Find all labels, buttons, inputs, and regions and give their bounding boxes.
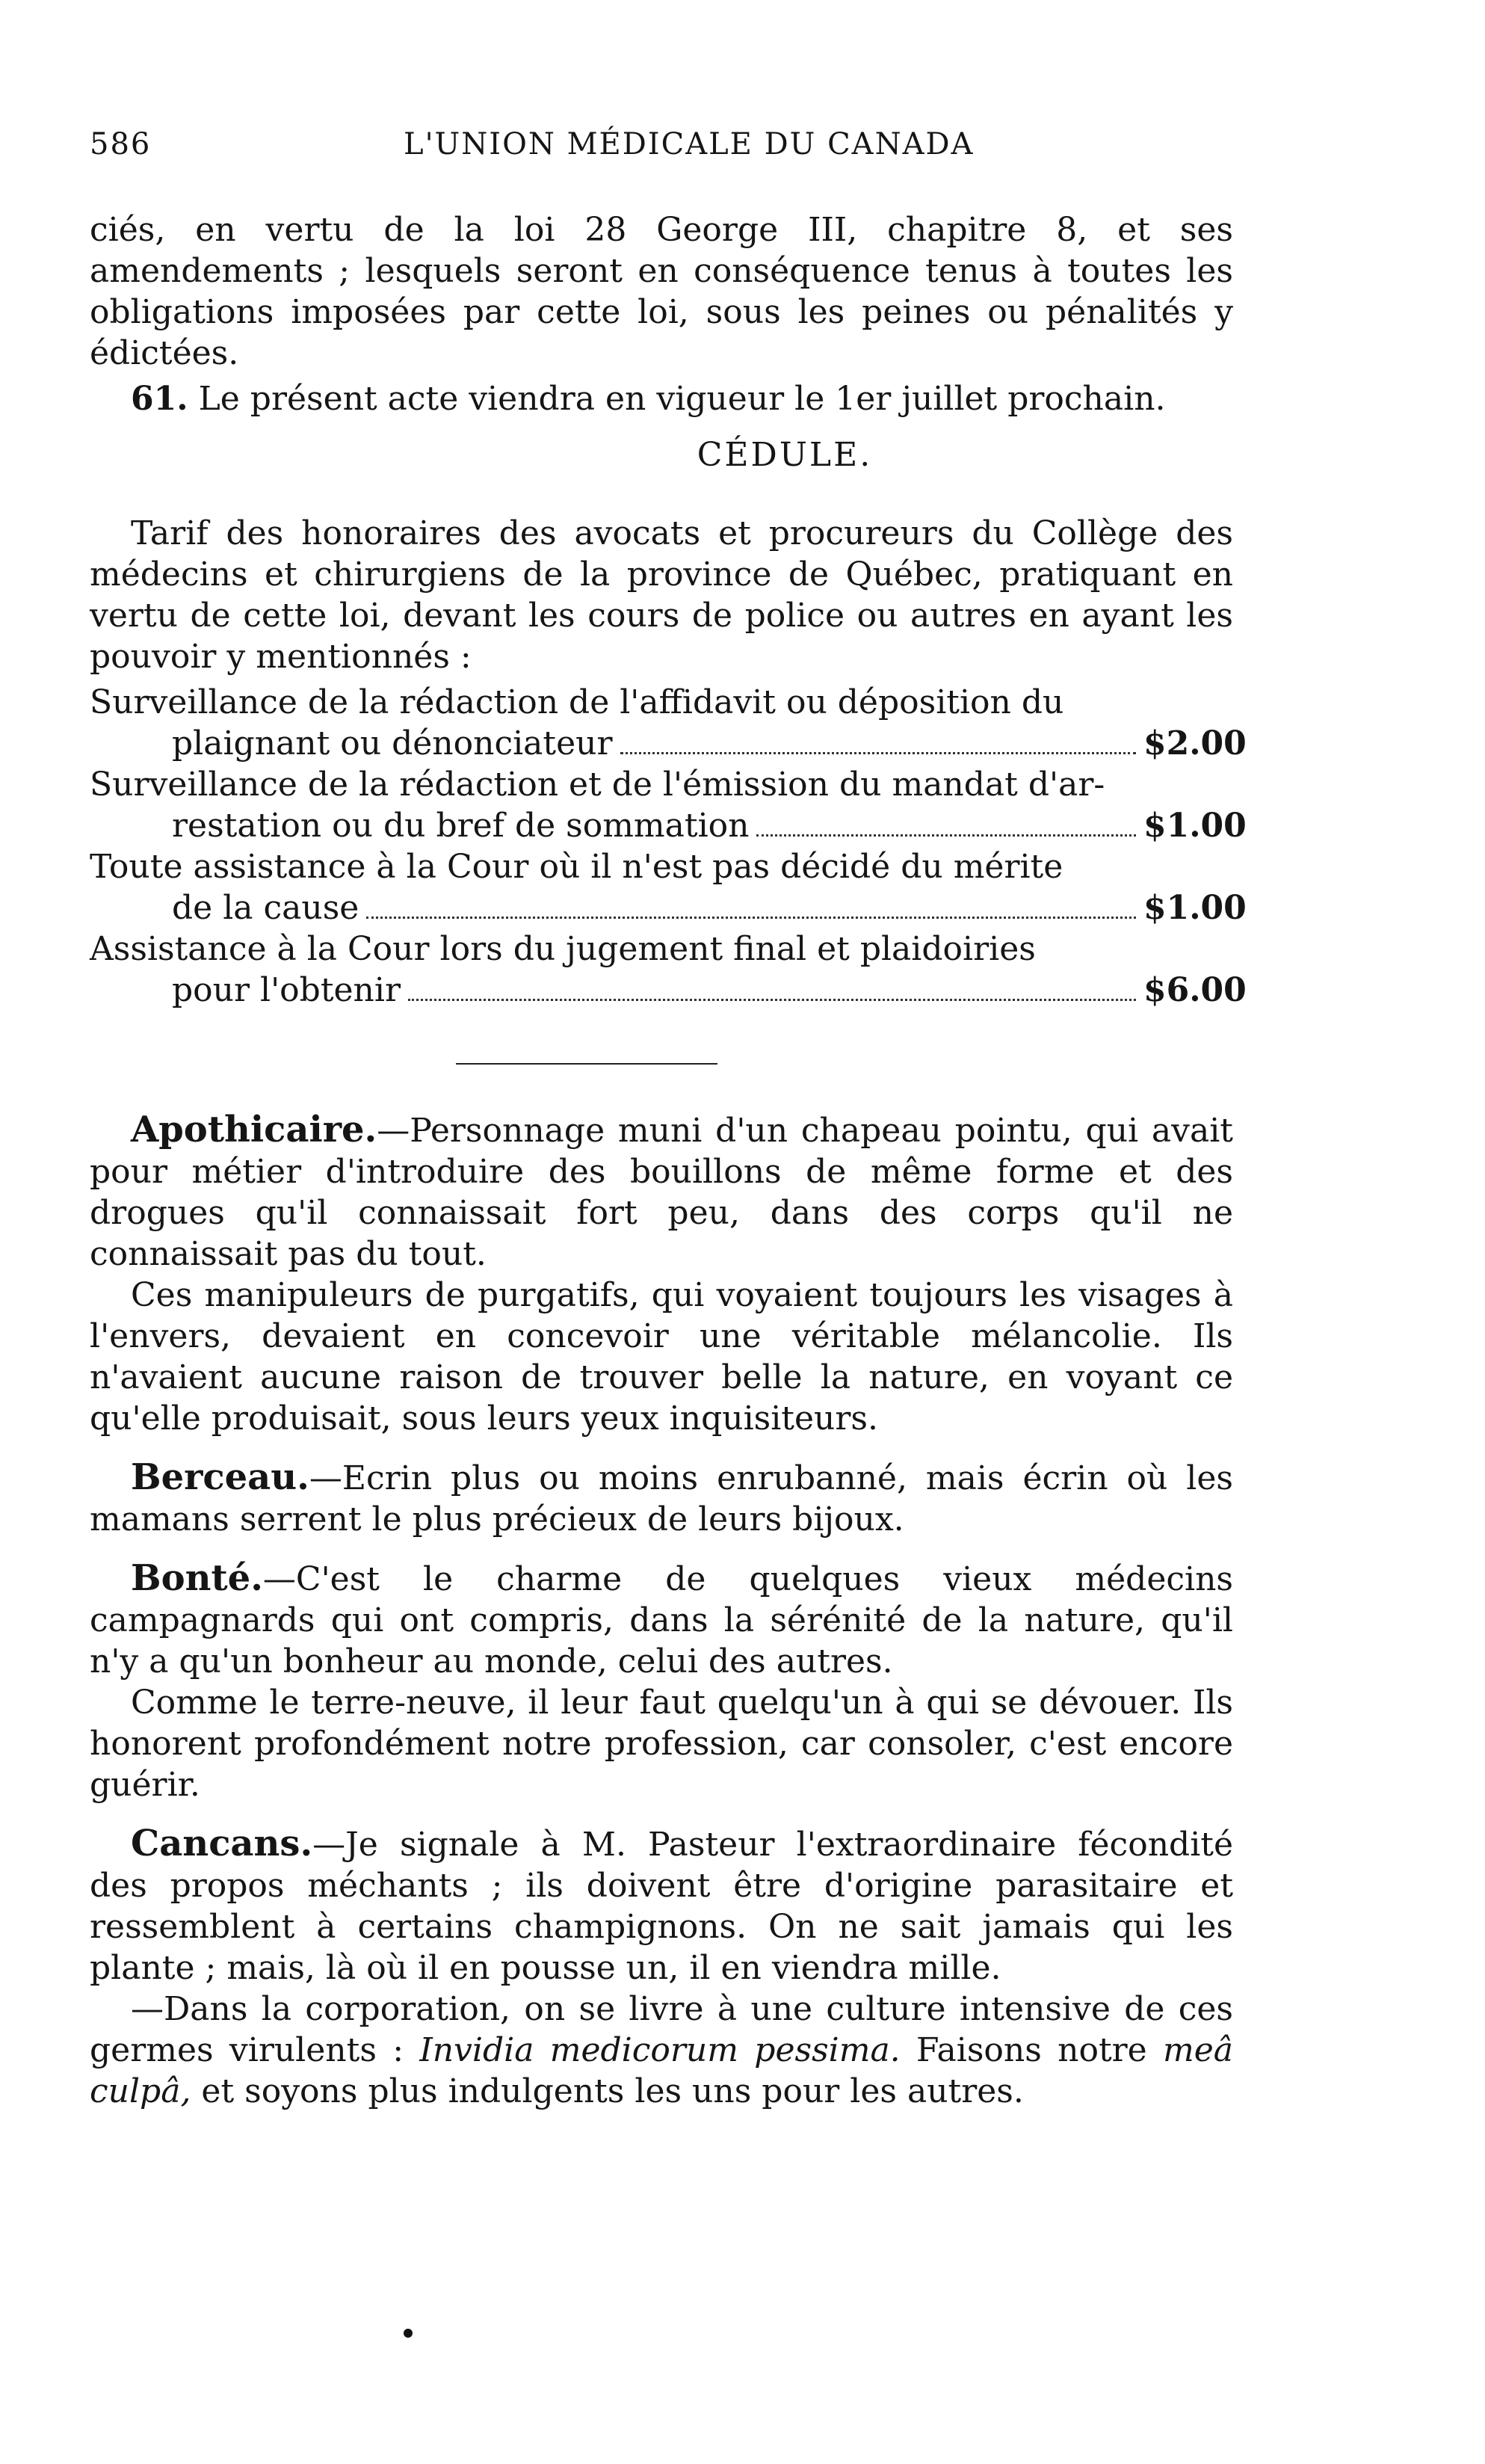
- entry-cancans: [90, 1823, 1233, 2112]
- fee-item: [90, 764, 1247, 846]
- entry-bonte: [90, 1558, 1233, 1805]
- latin-phrase: meâ culpâ,: [90, 2031, 1233, 2110]
- fee-line2: restation ou du bref de sommation: [172, 807, 750, 845]
- fee-line2: plaignant ou dénonciateur: [172, 724, 613, 763]
- entry-paragraph: [90, 1823, 1233, 1989]
- entry-term: Cancans.: [131, 1823, 313, 1864]
- continuation-paragraph: ciés, en vertu de la loi 28 George III, chapitre 8, et ses amendements ; lesquels seront en conséquence tenus à toutes les obligations imposées par cette loi, sous les peines ou pénalités y édictées.: [90, 211, 1233, 372]
- dot-leader: [408, 999, 1136, 1001]
- fee-amount: $2.00: [1143, 724, 1247, 763]
- fee-item: [90, 846, 1247, 928]
- tarif-intro: Tarif des honoraires des avocats et procureurs du Collège des médecins et chirurgiens de la province de Québec, pratiquant en vertu de cette loi, devant les cours de police ou autres en ayant les pouvoir y mentionnés :: [90, 514, 1233, 676]
- entry-text: et soyons plus indulgents les uns pour les autres.: [191, 2072, 1024, 2110]
- fee-line2-row: [90, 723, 1247, 764]
- entry-apothicaire: [90, 1109, 1233, 1439]
- fee-line1: Surveillance de la rédaction et de l'émission du mandat d'ar-: [90, 766, 1105, 804]
- fee-line2: pour l'obtenir: [172, 971, 401, 1009]
- fee-line1: Surveillance de la rédaction de l'affidavit ou déposition du: [90, 683, 1064, 721]
- entry-term: Berceau.: [131, 1456, 309, 1498]
- entry-paragraph: [90, 1109, 1233, 1275]
- cedule-title: CÉDULE.: [697, 436, 873, 474]
- fee-line1: Toute assistance à la Cour où il n'est pas décidé du mérite: [90, 848, 1063, 886]
- page-body: [90, 209, 1247, 2112]
- fee-line1: Assistance à la Cour lors du jugement final et plaidoiries: [90, 930, 1036, 968]
- fee-item: [90, 928, 1247, 1011]
- latin-phrase: Invidia medicorum pessima.: [419, 2031, 901, 2069]
- entry-text: —Je signale à M. Pasteur l'extraordinaire fécondité des propos méchants ; ils doivent être d'origine parasitaire et ressemblent à certains champignons. On ne sait jamais qui les plante ; mais, là où il en pousse un, il en viendra mille.: [90, 1826, 1233, 1987]
- entry-term: Bonté.: [131, 1557, 263, 1599]
- entry-paragraph: [90, 1558, 1233, 1682]
- entry-text: —Dans la corporation, on se livre à une culture intensive de ces germes virulents :: [90, 1990, 1233, 2069]
- entry-berceau: [90, 1457, 1233, 1540]
- fee-amount: $6.00: [1143, 971, 1247, 1009]
- fee-line2-row: [90, 805, 1247, 846]
- dot-leader: [366, 917, 1136, 919]
- fee-amount: $1.00: [1143, 807, 1247, 845]
- running-title: L'UNION MÉDICALE DU CANADA: [404, 127, 975, 161]
- page-number: 586: [90, 127, 152, 161]
- fee-amount: $1.00: [1143, 889, 1247, 927]
- entry-paragraph: [90, 1989, 1233, 2112]
- fee-item: [90, 682, 1247, 764]
- entry-paragraph: Ces manipuleurs de purgatifs, qui voyaient toujours les visages à l'envers, devaient en concevoir une véritable mélancolie. Ils n'avaient aucune raison de trouver belle la nature, en voyant ce qu'elle produisait, sous leurs yeux inquisiteurs.: [90, 1276, 1233, 1438]
- entry-text: —Ecrin plus ou moins enrubanné, mais écrin où les mamans serrent le plus précieux de leurs bijoux.: [90, 1459, 1233, 1539]
- section-61: [90, 378, 1233, 419]
- entry-text: Faisons notre: [900, 2031, 1163, 2069]
- dot-leader: [620, 752, 1136, 754]
- entry-paragraph: [90, 1457, 1233, 1540]
- section-text: Le présent acte viendra en vigueur le 1er juillet prochain.: [198, 380, 1166, 418]
- stray-mark: [404, 2329, 413, 2338]
- entry-paragraph: Comme le terre-neuve, il leur faut quelqu'un à qui se dévouer. Ils honorent profondément notre profession, car consoler, c'est encore guérir.: [90, 1684, 1233, 1804]
- entry-term: Apothicaire.: [131, 1109, 377, 1151]
- page-header: [90, 127, 1233, 172]
- fee-line2-row: [90, 970, 1247, 1011]
- entry-text: —Personnage muni d'un chapeau pointu, qui avait pour métier d'introduire des bouillons de même forme et des drogues qu'il connaissait fort peu, dans des corps qu'il ne connaissait pas du tout.: [90, 1112, 1233, 1273]
- dot-leader: [756, 834, 1136, 837]
- fee-list: [90, 682, 1247, 1011]
- section-number: 61.: [131, 380, 188, 418]
- fee-line2-row: [90, 887, 1247, 928]
- entry-text: —C'est le charme de quelques vieux médecins campagnards qui ont compris, dans la sérénité de la nature, qu'il n'y a qu'un bonheur au monde, celui des autres.: [90, 1560, 1233, 1681]
- section-divider: [456, 1063, 717, 1065]
- fee-line2: de la cause: [172, 889, 359, 927]
